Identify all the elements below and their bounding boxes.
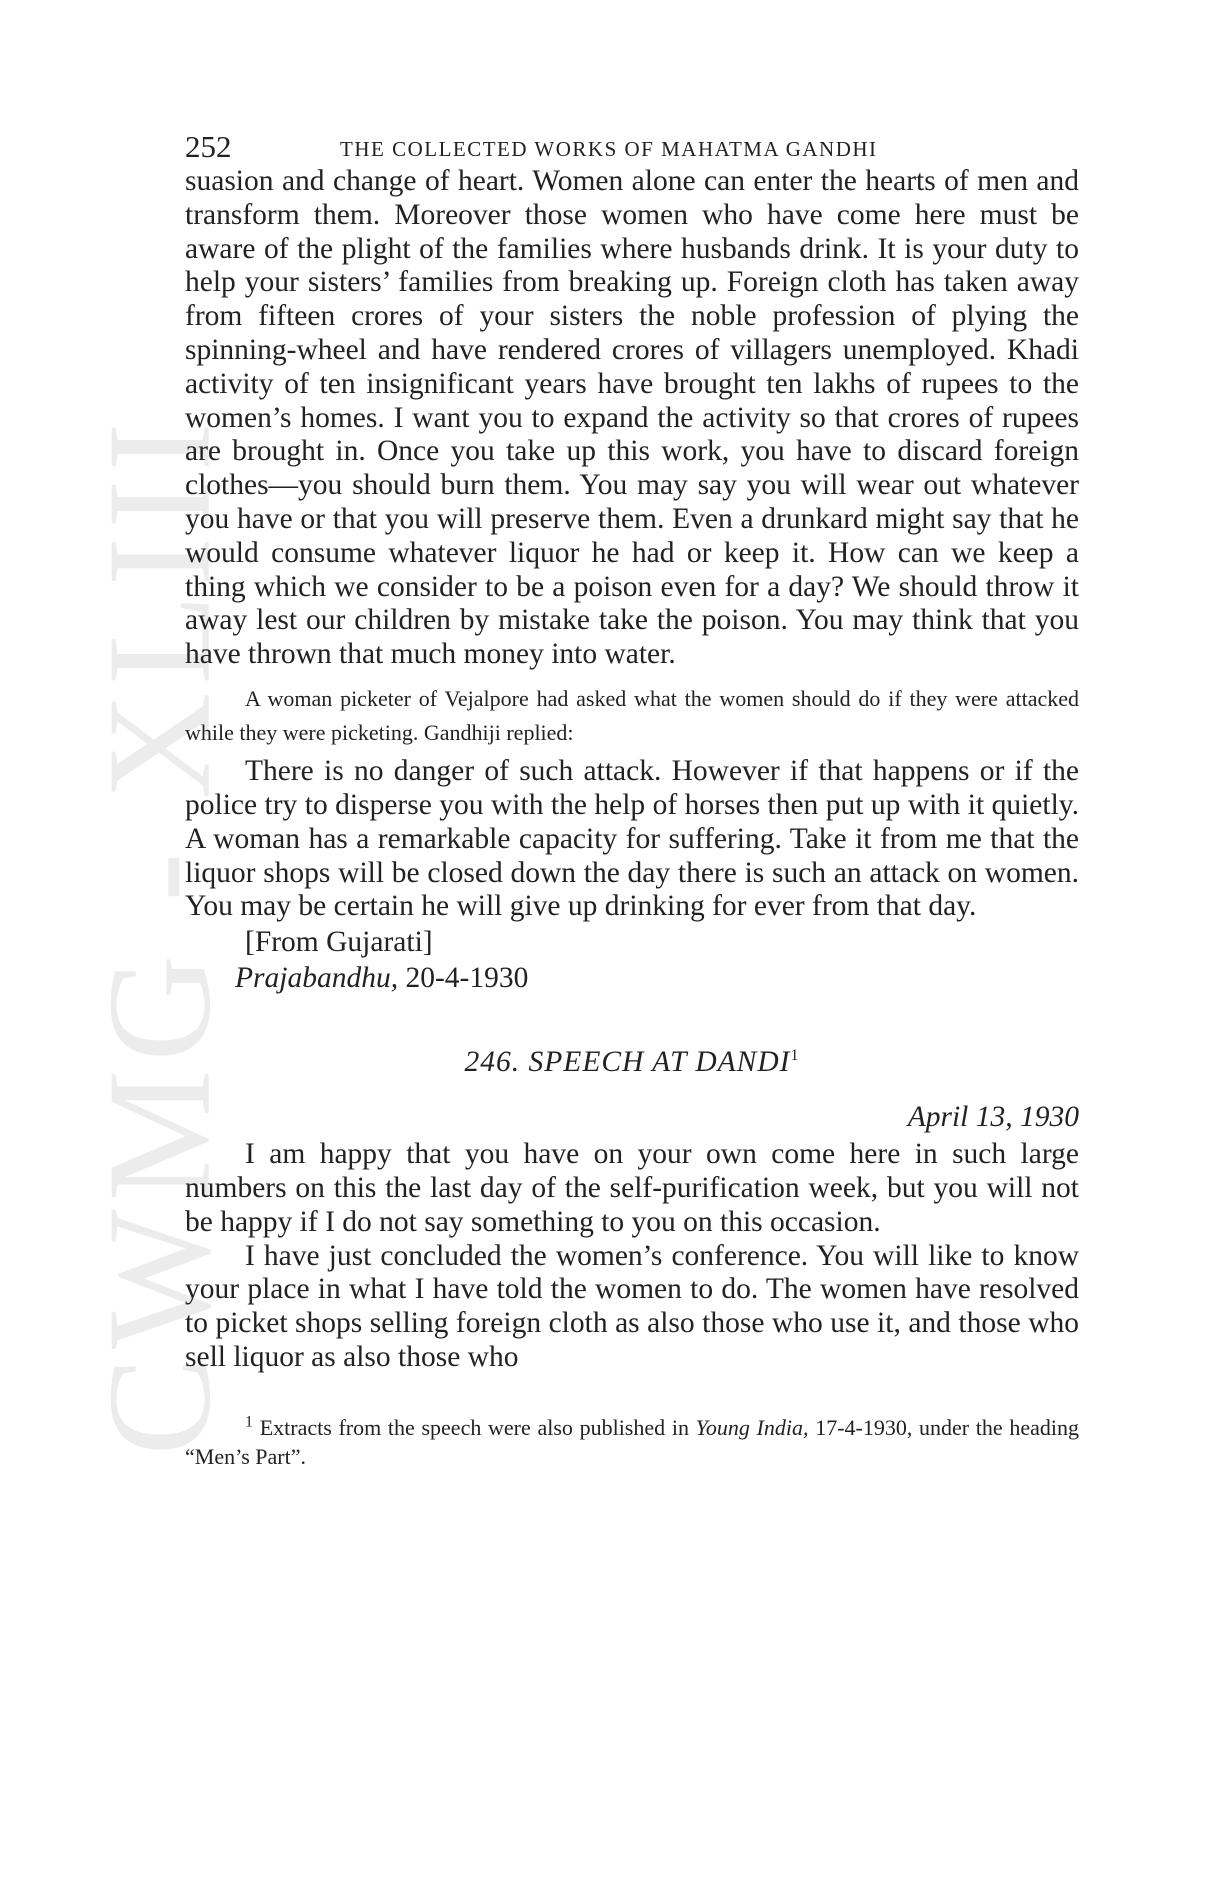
paragraph-4: I have just concluded the women’s conference. You will like to know your place in what I have told the women to do. The women have resolved to picket shops selling foreign cloth as also those who use it, and those who sell liquor as also those who (185, 1239, 1079, 1373)
running-head: THE COLLECTED WORKS OF MAHATMA GANDHI (340, 137, 878, 161)
source-publication (185, 960, 1079, 996)
paragraph-2: There is no danger of such attack. However if that happens or if the police try to disperse you with the help of horses then put up with it quietly. A woman has a remarkable capacity for suffering. Take it from me that the liquor shops will be closed down the day there is such an attack on women. You may be certain he will give up drinking for ever from that day. (185, 755, 1079, 923)
page-number: 252 (185, 129, 232, 164)
footnote-text-after: 17-4-1930, under the heading “Men’s Part”. (185, 1414, 1080, 1469)
source-line: [From Gujarati] (245, 926, 433, 959)
source-publication-name: Prajabandhu, (235, 962, 399, 995)
footnote (185, 1413, 1079, 1471)
footnote-mark: 1 (245, 1413, 253, 1431)
page (185, 125, 1079, 1471)
section-heading (185, 1046, 1079, 1079)
source-publication-date: 20-4-1930 (398, 962, 529, 995)
section-heading-text: 246. SPEECH AT DANDI (464, 1046, 791, 1079)
editorial-note: A woman picketer of Vejalpore had asked what the women should do if they were attacked while they were picketing. Gandhiji replied: (185, 685, 1079, 745)
page-header (185, 125, 1079, 165)
speech-date: April 13, 1930 (907, 1101, 1079, 1134)
footnote-publication: Young India, (695, 1414, 809, 1440)
footnote-ref: 1 (790, 1047, 800, 1065)
footnote-text-before: Extracts from the speech were also published in (253, 1414, 696, 1440)
paragraph-3: I am happy that you have on your own come here in such large numbers on this the last day of the self-purification week, but you will not be happy if I do not say something to you on this occasion. (185, 1138, 1079, 1238)
watermark-text: CWMG - XLIII (78, 414, 242, 1456)
paragraph-1: suasion and change of heart. Women alone can enter the hearts of men and transform them. Moreover those women who have come here must be aware of the plight of the families where husbands drink. It is your duty to help your sisters’ families from breaking up. Foreign cloth has taken away from fifteen crores of your sisters the noble profession of plying the spinning-wheel and have rendered crores of villagers unemployed. Khadi activity of ten insignificant years have brought ten lakhs of rupees to the women’s homes. I want you to expand the activity so that crores of rupees are brought in. Once you take up this work, you have to discard foreign clothes—you should burn them. You may say you will wear out whatever you have or that you will preserve them. Even a drunkard might say that he would consume whatever liquor he had or keep it. How can we keep a thing which we consider to be a poison even for a day? We should throw it away lest our children by mistake take the poison. You may think that you have thrown that much money into water. (185, 165, 1079, 671)
